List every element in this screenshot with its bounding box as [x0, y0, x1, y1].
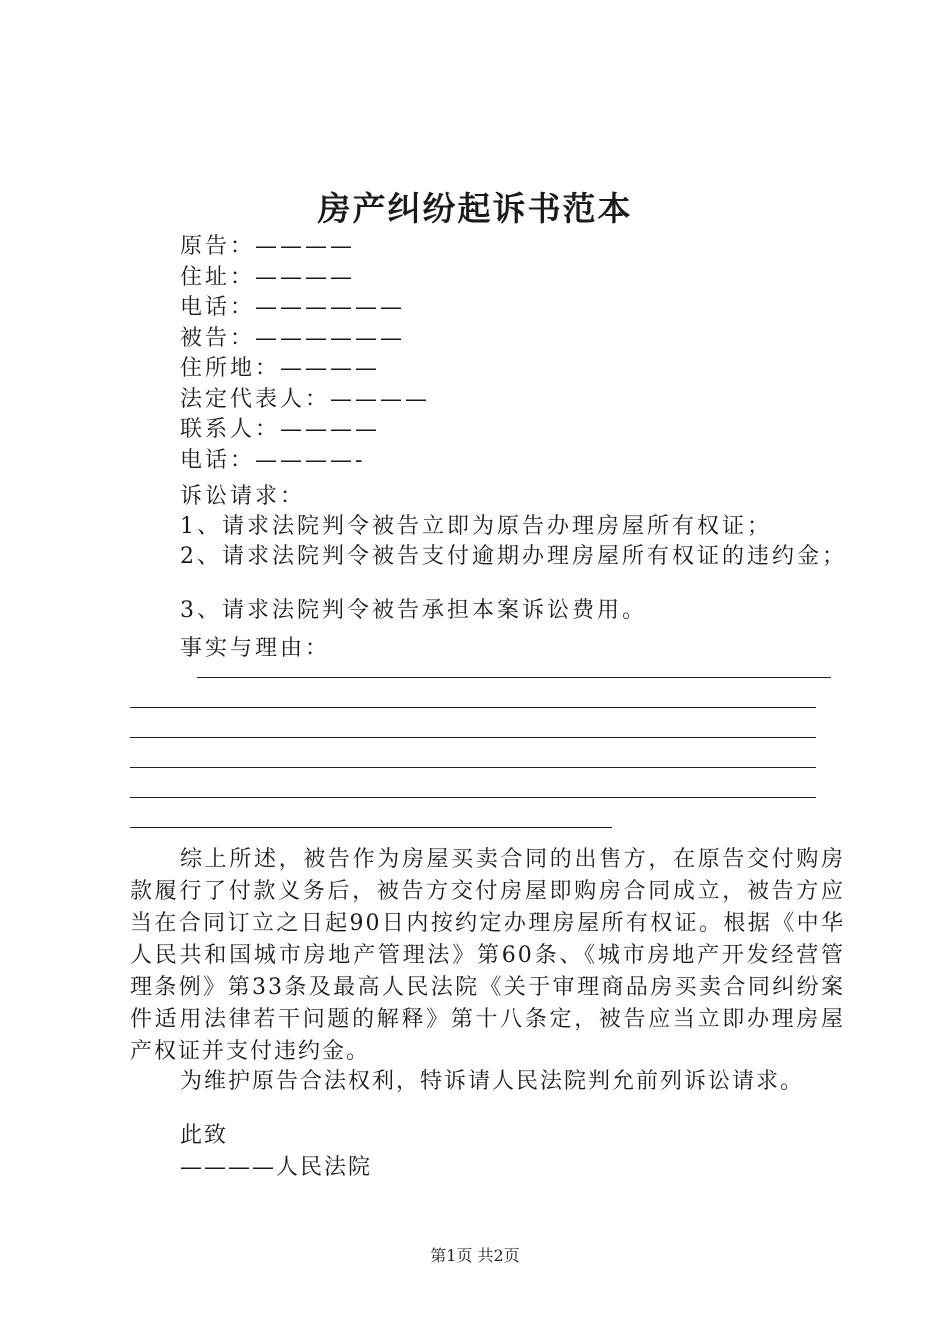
- request-paragraph: 为维护原告合法权利，特诉请人民法院判允前列诉讼请求。: [180, 1069, 805, 1094]
- page-number: 第1页 共2页: [430, 1246, 520, 1265]
- claims-heading: 诉讼请求：: [180, 484, 306, 509]
- claim-item: 1、请求法院判令被告立即为原告办理房屋所有权证；: [180, 514, 772, 539]
- facts-heading: 事实与理由：: [180, 636, 331, 661]
- defendant-line: 被告：——————: [180, 325, 406, 351]
- plaintiff-phone-line: 电话：——————: [180, 295, 406, 320]
- contact-person-line: 联系人：————: [180, 417, 381, 442]
- claim-item: 3、请求法院判令被告承担本案诉讼费用。: [180, 598, 647, 623]
- plaintiff-line: 原告：————: [180, 234, 356, 259]
- blank-fill-line: [130, 737, 816, 738]
- blank-fill-line: [130, 827, 612, 828]
- claims-section: [180, 482, 847, 626]
- blank-fill-line: [130, 767, 816, 768]
- defendant-domicile-line: 住所地：————: [180, 356, 381, 381]
- blank-fill-line: [130, 797, 816, 798]
- salutation: 此致: [180, 1123, 229, 1148]
- legal-representative-line: 法定代表人：————: [180, 386, 431, 412]
- defendant-phone-line: 电话：————-: [180, 447, 366, 473]
- blank-fill-line: [197, 677, 831, 678]
- party-info: [180, 232, 430, 476]
- blank-fill-line: [130, 707, 816, 708]
- summary-paragraph: 综上所述，被告作为房屋买卖合同的出售方，在原告交付购房款履行了付款义务后，被告方交付房屋即购房合同成立，被告方应当在合同订立之日起90日内按约定办理房屋所有权证。根据《中华人民共和国城市房地产管理法》第60条、《城市房地产开发经营管理条例》第33条及最高人民法院《关于审理商品房买卖合同纠纷案件适用法律若干问题的解释》第十八条定，被告应当立即办理房屋产权证并支付违约金。: [130, 847, 845, 1064]
- plaintiff-address-line: 住址：————: [180, 264, 356, 290]
- claim-item: 2、请求法院判令被告支付逾期办理房屋所有权证的违约金；: [180, 544, 847, 569]
- court-line: ————人民法院: [180, 1155, 373, 1180]
- document-title: 房产纠纷起诉书范本: [317, 189, 633, 228]
